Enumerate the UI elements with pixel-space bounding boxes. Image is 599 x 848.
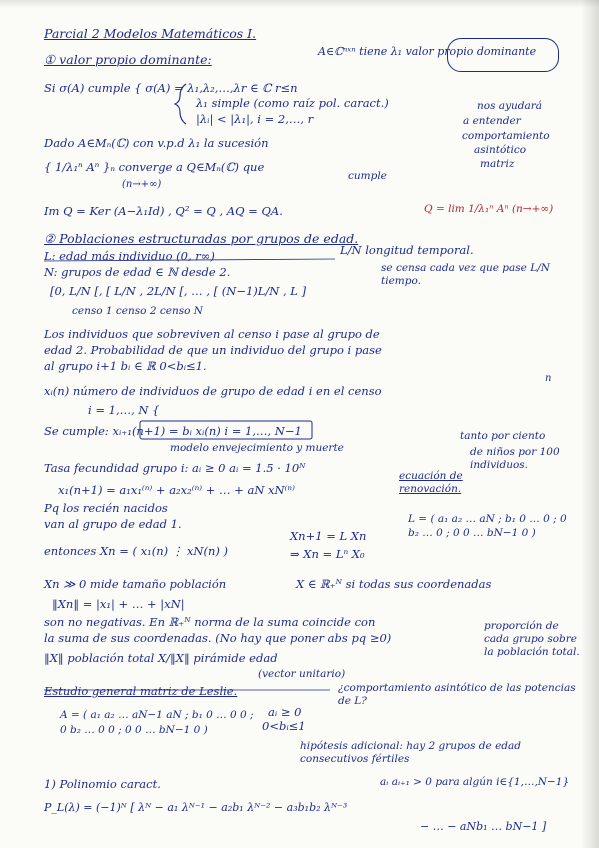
population-size-line: Xn ≫ 0 mide tamaño población [44,577,227,591]
margin-note-5: matriz [480,158,515,170]
limit-definition-red: Q = lim 1/λ₁ⁿ Aⁿ (n→+∞) [424,203,554,215]
margin-note-4: asintótico [474,144,527,156]
census-note: se censa cada vez que pase L/N tiempo. [381,262,550,287]
renewal-label: ecuación de renovación. [399,470,463,495]
newborns-note-2: van al grupo de edad 1. [44,517,182,531]
renewal-equation: x₁(n+1) = a₁x₁⁽ⁿ⁾ + a₂x₂⁽ⁿ⁾ + … + aN xN⁽ⁿ⁾ [58,483,295,497]
simple-root-condition: λ₁ simple (como raíz pol. caract.) [196,96,389,110]
unit-vector-note: (vector unitario) [258,668,346,680]
leslie-matrix-general: A = ( a₁ a₂ … aN−1 aN ; b₁ 0 … 0 0 ; 0 b₂ … 0 0 ; 0 0 … bN−1 0 ) [60,709,254,736]
fertility-rate-line: Tasa fecundidad grupo i: aᵢ ≥ 0 aᵢ = 1.5 · 10ᴺ [44,461,306,475]
aging-equation-box [140,421,312,439]
survival-range: 0<bᵢ≤1 [262,719,306,733]
page-title: Parcial 2 Modelos Matemáticos I. [44,26,257,41]
fertility-nonneg: aᵢ ≥ 0 [268,705,302,719]
sequence-convergence: { 1/λ₁ⁿ Aⁿ }ₙ converge a Q∈Mₙ(ℂ) que [44,160,265,174]
margin-note-2: a entender [463,115,521,127]
aging-model-label: modelo envejecimiento y muerte [170,442,344,454]
survival-line-1: Los individuos que sobreviven al censo i pase al grupo de [44,327,380,341]
dominant-eigenvalue-def: A∈ℂⁿˣⁿ tiene λ₁ valor propio dominante [318,45,537,58]
power-solution: ⇒ Xn = Lⁿ X₀ [290,547,365,561]
modulus-condition: |λᵢ| < |λ₁|, i = 2,…, r [196,112,314,126]
census-index-n: n [545,373,552,384]
section-1-heading: ① valor propio dominante: [44,52,212,67]
margin-note-1: nos ayudará [477,100,543,112]
group-index-range: i = 1,…, N { [88,403,160,417]
asymptotic-question: ¿comportamiento asintótico de las potencias de L? [338,682,576,707]
newborns-note-1: Pq los recién nacidos [44,501,168,515]
aging-equation: Se cumple: xᵢ₊₁(n+1) = bᵢ xᵢ(n) i = 1,…, N−1 [44,424,302,438]
char-poly-line-1: P_L(λ) = (−1)ᴺ [ λᴺ − a₁ λᴺ⁻¹ − a₂b₁ λᴺ⁻² − a₃b₁b₂ λᴺ⁻³ [44,801,348,814]
char-poly-heading: 1) Polinomio caract. [44,777,161,791]
state-vector: entonces Xn = ( x₁(n) ⋮ xN(n) ) [44,544,229,558]
survival-line-2: edad 2. Probabilidad de que un individuo del grupo i pase [44,343,382,357]
age-intervals: [0, L/N [, [ L/N , 2L/N [, … , [ (N−1)L/N , L ] [50,284,307,298]
projector-properties: Im Q = Ker (A−λ₁Id) , Q² = Q , AQ = QA. [44,204,283,218]
sequence-intro: Dado A∈Mₙ(ℂ) con v.p.d λ₁ la sucesión [44,136,269,150]
census-labels: censo 1 censo 2 censo N [72,305,203,317]
char-poly-line-2: − … − aNb₁ … bN−1 ] [420,820,547,833]
margin-note-3: comportamiento [462,130,550,142]
proportion-note: proporción de cada grupo sobre la población total. [484,620,580,658]
recurrence-relation: Xn+1 = L Xn [290,529,367,543]
norm-definition: ‖Xn‖ = |x₁| + … + |xN| [52,597,185,611]
lifespan-underline [44,259,335,261]
total-population-line: ‖X‖ población total X/‖X‖ pirámide edad [44,651,278,665]
norm-sum-note: son no negativas. En ℝ₊ᴺ norma de la suma coincide con [44,615,376,629]
no-abs-note: la suma de sus coordenadas. (No hay que poner abs pq ≥0) [44,631,392,645]
leslie-study-heading: Estudio general matriz de Leslie. [44,684,238,698]
section-2-heading: ② Poblaciones estructuradas por grupos de edad. [44,231,359,246]
limit-annotation: (n→+∞) [122,179,162,190]
population-count-def: xᵢ(n) número de individuos de grupo de edad i en el censo [44,384,382,398]
percent-note: tanto por ciento [460,430,546,442]
page-right-shadow [581,0,599,848]
cumple-note: cumple [348,170,387,182]
extra-hypothesis: hipótesis adicional: hay 2 grupos de edad consecutivos fértiles [300,740,521,765]
age-groups-line: N: grupos de edad ∈ ℕ desde 2. [44,265,231,279]
survival-probability: al grupo i+1 bᵢ ∈ ℝ 0<bᵢ≤1. [44,359,207,373]
positive-orthant-note: X ∈ ℝ₊ᴺ si todas sus coordenadas [296,577,492,591]
leslie-matrix-def: L = ( a₁ a₂ … aN ; b₁ 0 … 0 ; 0 b₂ … 0 ; 0 0 … bN−1 0 ) [408,513,567,539]
births-note: de niños por 100 individuos. [470,446,560,471]
condition-brace [175,84,186,124]
consecutive-fertile-condition: aᵢ aᵢ₊₁ > 0 para algún i∈{1,…,N−1} [380,776,570,788]
lifespan-line: L: edad más individuo (0, r∞) [44,249,215,263]
spectrum-condition-line: Si σ(A) cumple { σ(A) = λ₁,λ₂,…,λr ∈ ℂ r≤n [44,81,298,95]
time-length-line: L/N longitud temporal. [340,243,474,257]
